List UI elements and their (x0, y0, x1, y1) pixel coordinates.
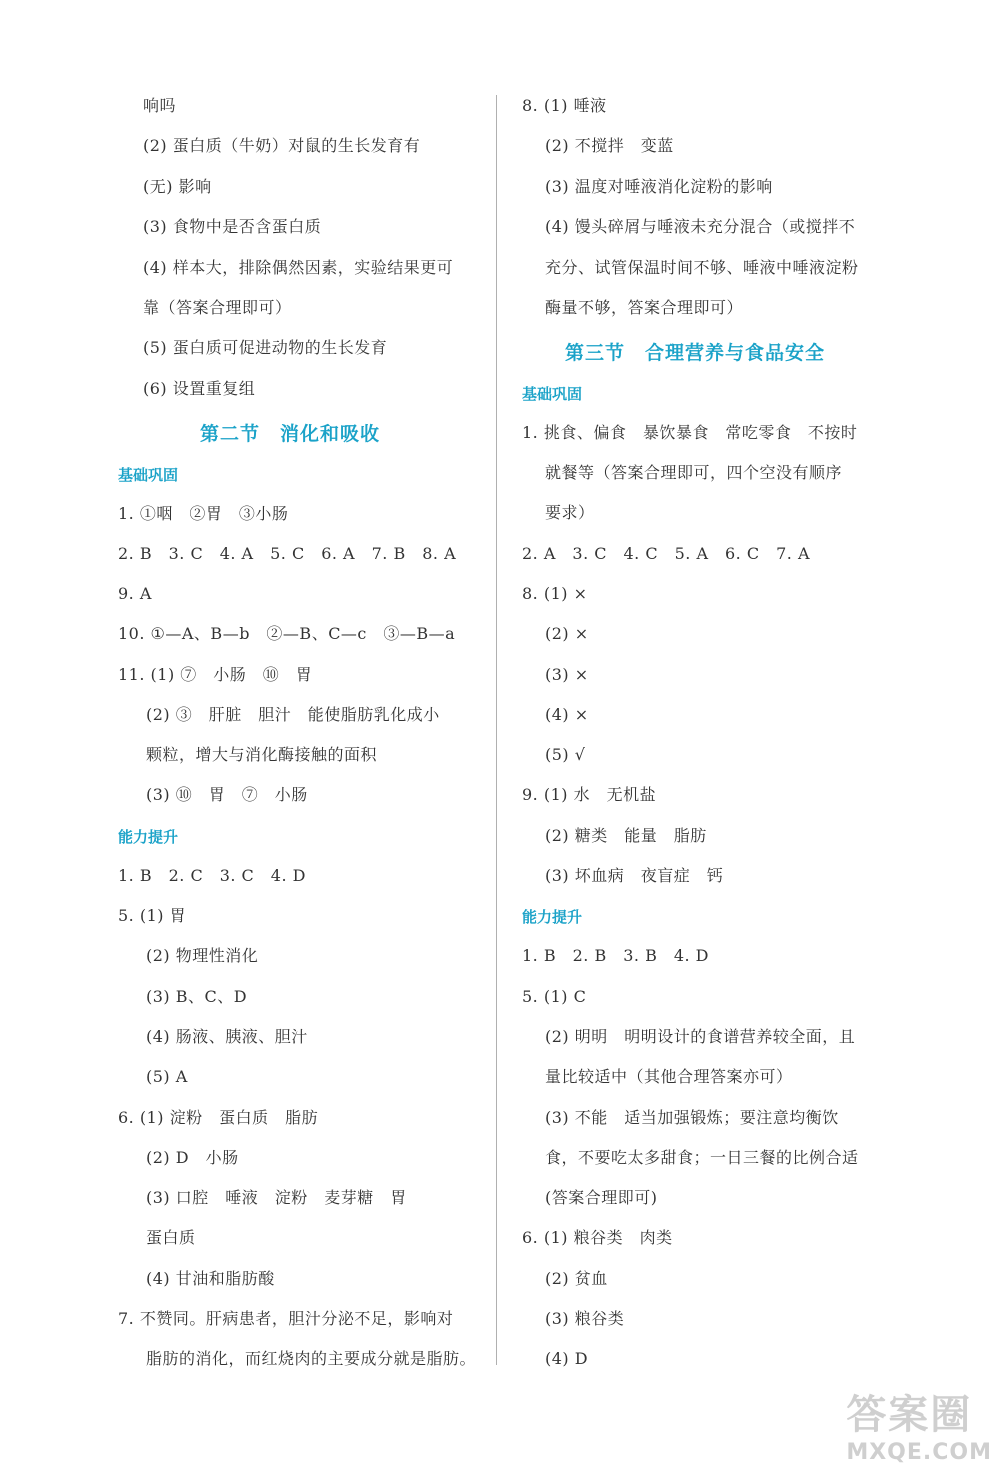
answer-line: 8. (1) 唾液 (522, 96, 607, 115)
answer-line: (5) 蛋白质可促进动物的生长发育 (143, 338, 388, 357)
answer-line: 9. (1) 水 无机盐 (522, 785, 657, 804)
answer-line: 10. ①—A、B—b ②—B、C—c ③—B—a (118, 624, 456, 643)
answer-line: (6) 设置重复组 (143, 379, 256, 398)
answer-line: (2) 糖类 能量 脂肪 (545, 826, 707, 845)
answer-line: (4) 肠液、胰液、胆汁 (146, 1027, 308, 1046)
answer-line: 5. (1) C (522, 987, 587, 1006)
answer-line: (3) 粮谷类 (545, 1309, 625, 1328)
watermark-logo-text: 答案圈 (846, 1392, 973, 1438)
subsection-heading: 能力提升 (522, 908, 583, 926)
watermark (846, 1383, 992, 1465)
answer-line: (4) 馒头碎屑与唾液未充分混合（或搅拌不 (545, 217, 856, 236)
answer-line: 1. ①咽 ②胃 ③小肠 (118, 504, 289, 523)
answer-line: 1. B 2. C 3. C 4. D (118, 866, 306, 885)
answer-line: (3) 食物中是否含蛋白质 (143, 217, 322, 236)
answer-line: (2) 明明 明明设计的食谱营养较全面，且 (545, 1027, 856, 1046)
answer-line: (无) 影响 (143, 177, 212, 196)
answer-line: 要求） (545, 503, 595, 522)
answer-line: (2) 蛋白质（牛奶）对鼠的生长发育有 (143, 136, 421, 155)
answer-line: (4) × (545, 705, 589, 724)
answer-line: 6. (1) 淀粉 蛋白质 脂肪 (118, 1108, 319, 1127)
answer-line: (2) 贫血 (545, 1269, 608, 1288)
answer-line: 2. B 3. C 4. A 5. C 6. A 7. B 8. A (118, 544, 457, 563)
answer-line: (2) 不搅拌 变蓝 (545, 136, 674, 155)
answer-line: 就餐等（答案合理即可，四个空没有顺序 (545, 463, 843, 482)
column-divider (496, 95, 497, 1365)
answer-line: (3) × (545, 665, 589, 684)
answer-line: 靠（答案合理即可） (143, 298, 292, 317)
answer-line: (答案合理即可) (545, 1188, 658, 1207)
answer-line: (5) √ (545, 745, 586, 764)
section-title: 第二节 消化和吸收 (200, 423, 381, 445)
answer-line: 7. 不赞同。肝病患者，胆汁分泌不足，影响对 (118, 1309, 454, 1328)
answer-line: 蛋白质 (146, 1228, 196, 1247)
answer-line: 酶量不够，答案合理即可） (545, 298, 744, 317)
answer-line: 2. A 3. C 4. C 5. A 6. C 7. A (522, 544, 811, 563)
answer-line: 9. A (118, 584, 152, 603)
answer-line: (3) B、C、D (146, 987, 248, 1006)
answer-line: 颗粒，增大与消化酶接触的面积 (146, 745, 378, 764)
answer-line: (2) 物理性消化 (146, 946, 259, 965)
answer-line: (3) ⑩ 胃 ⑦ 小肠 (146, 785, 308, 804)
answer-line: (4) D (545, 1349, 589, 1368)
answer-line: (2) D 小肠 (146, 1148, 239, 1167)
answer-line: 脂肪的消化，而红烧肉的主要成分就是脂肪。 (146, 1349, 477, 1368)
section-title: 第三节 合理营养与食品安全 (565, 342, 826, 364)
answer-line: 6. (1) 粮谷类 肉类 (522, 1228, 673, 1247)
answer-line: (4) 甘油和脂肪酸 (146, 1269, 275, 1288)
answer-line: (3) 不能 适当加强锻炼；要注意均衡饮 (545, 1108, 839, 1127)
subsection-heading: 基础巩固 (522, 385, 583, 403)
answer-line: 1. 挑食、偏食 暴饮暴食 常吃零食 不按时 (522, 423, 858, 442)
answer-line: (3) 口腔 唾液 淀粉 麦芽糖 胃 (146, 1188, 407, 1207)
answer-line: 响吗 (143, 96, 177, 115)
answer-line: 量比较适中（其他合理答案亦可） (545, 1067, 793, 1086)
answer-line: 5. (1) 胃 (118, 906, 187, 925)
answer-line: 8. (1) × (522, 584, 588, 603)
answer-line: 11. (1) ⑦ 小肠 ⑩ 胃 (118, 665, 313, 684)
subsection-heading: 能力提升 (118, 828, 179, 846)
answer-line: (3) 温度对唾液消化淀粉的影响 (545, 177, 773, 196)
answer-line: (2) × (545, 624, 589, 643)
answer-line: 1. B 2. B 3. B 4. D (522, 946, 710, 965)
subsection-heading: 基础巩固 (118, 466, 179, 484)
answer-line: 食，不要吃太多甜食；一日三餐的比例合适 (545, 1148, 859, 1167)
answer-line: (5) A (146, 1067, 188, 1086)
answer-line: (2) ③ 肝脏 胆汁 能使脂肪乳化成小 (146, 705, 440, 724)
answer-line: 充分、试管保温时间不够、唾液中唾液淀粉 (545, 258, 859, 277)
answer-line: (4) 样本大，排除偶然因素，实验结果更可 (143, 258, 454, 277)
watermark-url: MXQE.COM (846, 1440, 992, 1465)
answer-line: (3) 坏血病 夜盲症 钙 (545, 866, 724, 885)
